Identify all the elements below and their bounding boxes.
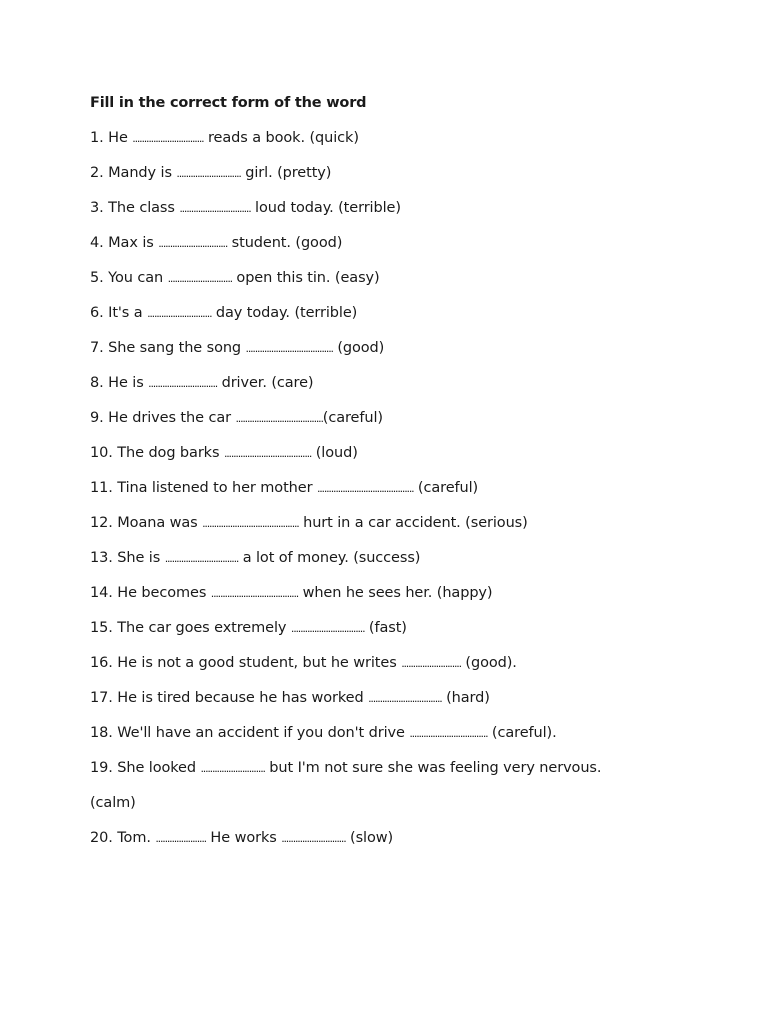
exercise-text: (loud) xyxy=(311,445,358,461)
exercise-line xyxy=(90,410,383,426)
exercise-text: 18. We'll have an accident if you don't drive xyxy=(90,725,410,741)
exercise-line xyxy=(90,200,401,216)
exercise-text: 3. The class xyxy=(90,200,180,216)
exercise-line xyxy=(90,655,517,671)
answer-blank[interactable]: .......................... xyxy=(401,657,461,670)
exercise-text: but I'm not sure she was feeling very nervous. xyxy=(264,760,602,776)
answer-blank[interactable]: .............................. xyxy=(158,237,228,250)
exercise-line xyxy=(90,235,342,251)
exercise-line xyxy=(90,585,492,601)
exercise-text: 8. He is xyxy=(90,375,149,391)
exercise-text: (hard) xyxy=(441,690,490,706)
answer-blank[interactable]: .................................. xyxy=(409,727,488,740)
exercise-text: 13. She is xyxy=(90,550,165,566)
exercise-line xyxy=(90,795,136,811)
answer-blank[interactable]: ............................ xyxy=(167,272,232,285)
exercise-text: 7. She sang the song xyxy=(90,340,246,356)
exercise-line xyxy=(90,760,601,776)
exercise-text: open this tin. (easy) xyxy=(231,270,380,286)
exercise-text: 5. You can xyxy=(90,270,168,286)
exercise-text: hurt in a car accident. (serious) xyxy=(298,515,528,531)
exercise-text: loud today. (terrible) xyxy=(250,200,401,216)
answer-blank[interactable]: .......................................... xyxy=(202,517,299,530)
exercise-line xyxy=(90,130,359,146)
answer-blank[interactable]: ...................................... xyxy=(210,587,299,600)
exercise-line xyxy=(90,480,478,496)
exercise-text: 15. The car goes extremely xyxy=(90,620,291,636)
exercise-text: (slow) xyxy=(345,830,394,846)
exercise-text: (good). xyxy=(460,655,517,671)
exercise-line xyxy=(90,305,357,321)
exercise-text: 14. He becomes xyxy=(90,585,211,601)
exercise-text: 12. Moana was xyxy=(90,515,203,531)
exercise-text: (careful) xyxy=(322,410,383,426)
answer-blank[interactable]: ............................ xyxy=(200,762,265,775)
exercise-text: (careful). xyxy=(487,725,557,741)
exercise-text: 11. Tina listened to her mother xyxy=(90,480,317,496)
answer-blank[interactable]: ............................... xyxy=(132,132,204,145)
exercise-text: (careful) xyxy=(413,480,479,496)
exercise-text: 10. The dog barks xyxy=(90,445,224,461)
worksheet-title: Fill in the correct form of the word xyxy=(90,95,367,111)
exercise-text: (calm) xyxy=(90,795,136,811)
exercise-text: 16. He is not a good student, but he writes xyxy=(90,655,402,671)
exercise-text: day today. (terrible) xyxy=(211,305,358,321)
answer-blank[interactable]: ...................................... xyxy=(235,412,323,425)
exercise-text: He works xyxy=(205,830,282,846)
exercise-line xyxy=(90,725,557,741)
exercise-line xyxy=(90,515,528,531)
answer-blank[interactable]: ................................ xyxy=(164,552,239,565)
exercise-line xyxy=(90,165,331,181)
exercise-line xyxy=(90,445,358,461)
exercise-text: reads a book. (quick) xyxy=(203,130,359,146)
exercise-text: student. (good) xyxy=(227,235,343,251)
exercise-text: 4. Max is xyxy=(90,235,159,251)
answer-blank[interactable]: ................................ xyxy=(290,622,365,635)
exercise-line xyxy=(90,830,393,846)
exercise-text: a lot of money. (success) xyxy=(238,550,421,566)
exercise-text: (fast) xyxy=(364,620,407,636)
answer-blank[interactable]: ...................... xyxy=(155,832,206,845)
exercise-text: 9. He drives the car xyxy=(90,410,236,426)
exercise-text: girl. (pretty) xyxy=(240,165,332,181)
exercise-line xyxy=(90,550,420,566)
answer-blank[interactable]: ................................ xyxy=(368,692,442,705)
exercise-line xyxy=(90,620,407,636)
exercise-text: (good) xyxy=(332,340,385,356)
exercise-text: 19. She looked xyxy=(90,760,201,776)
answer-blank[interactable]: ............................ xyxy=(176,167,241,180)
exercise-text: 2. Mandy is xyxy=(90,165,177,181)
answer-blank[interactable]: .............................. xyxy=(148,377,218,390)
answer-blank[interactable]: ............................ xyxy=(281,832,346,845)
answer-blank[interactable]: ...................................... xyxy=(245,342,333,355)
answer-blank[interactable]: ............................ xyxy=(147,307,212,320)
exercise-text: driver. (care) xyxy=(217,375,314,391)
exercise-text: 6. It's a xyxy=(90,305,148,321)
exercise-line xyxy=(90,690,490,706)
answer-blank[interactable]: ...................................... xyxy=(223,447,312,460)
exercise-text: 20. Tom. xyxy=(90,830,156,846)
exercise-line xyxy=(90,270,380,286)
exercise-text: 17. He is tired because he has worked xyxy=(90,690,369,706)
exercise-line xyxy=(90,340,384,356)
exercise-line xyxy=(90,375,313,391)
exercise-text: 1. He xyxy=(90,130,133,146)
answer-blank[interactable]: .......................................... xyxy=(316,482,414,495)
exercise-text: when he sees her. (happy) xyxy=(298,585,493,601)
answer-blank[interactable]: ............................... xyxy=(179,202,251,215)
